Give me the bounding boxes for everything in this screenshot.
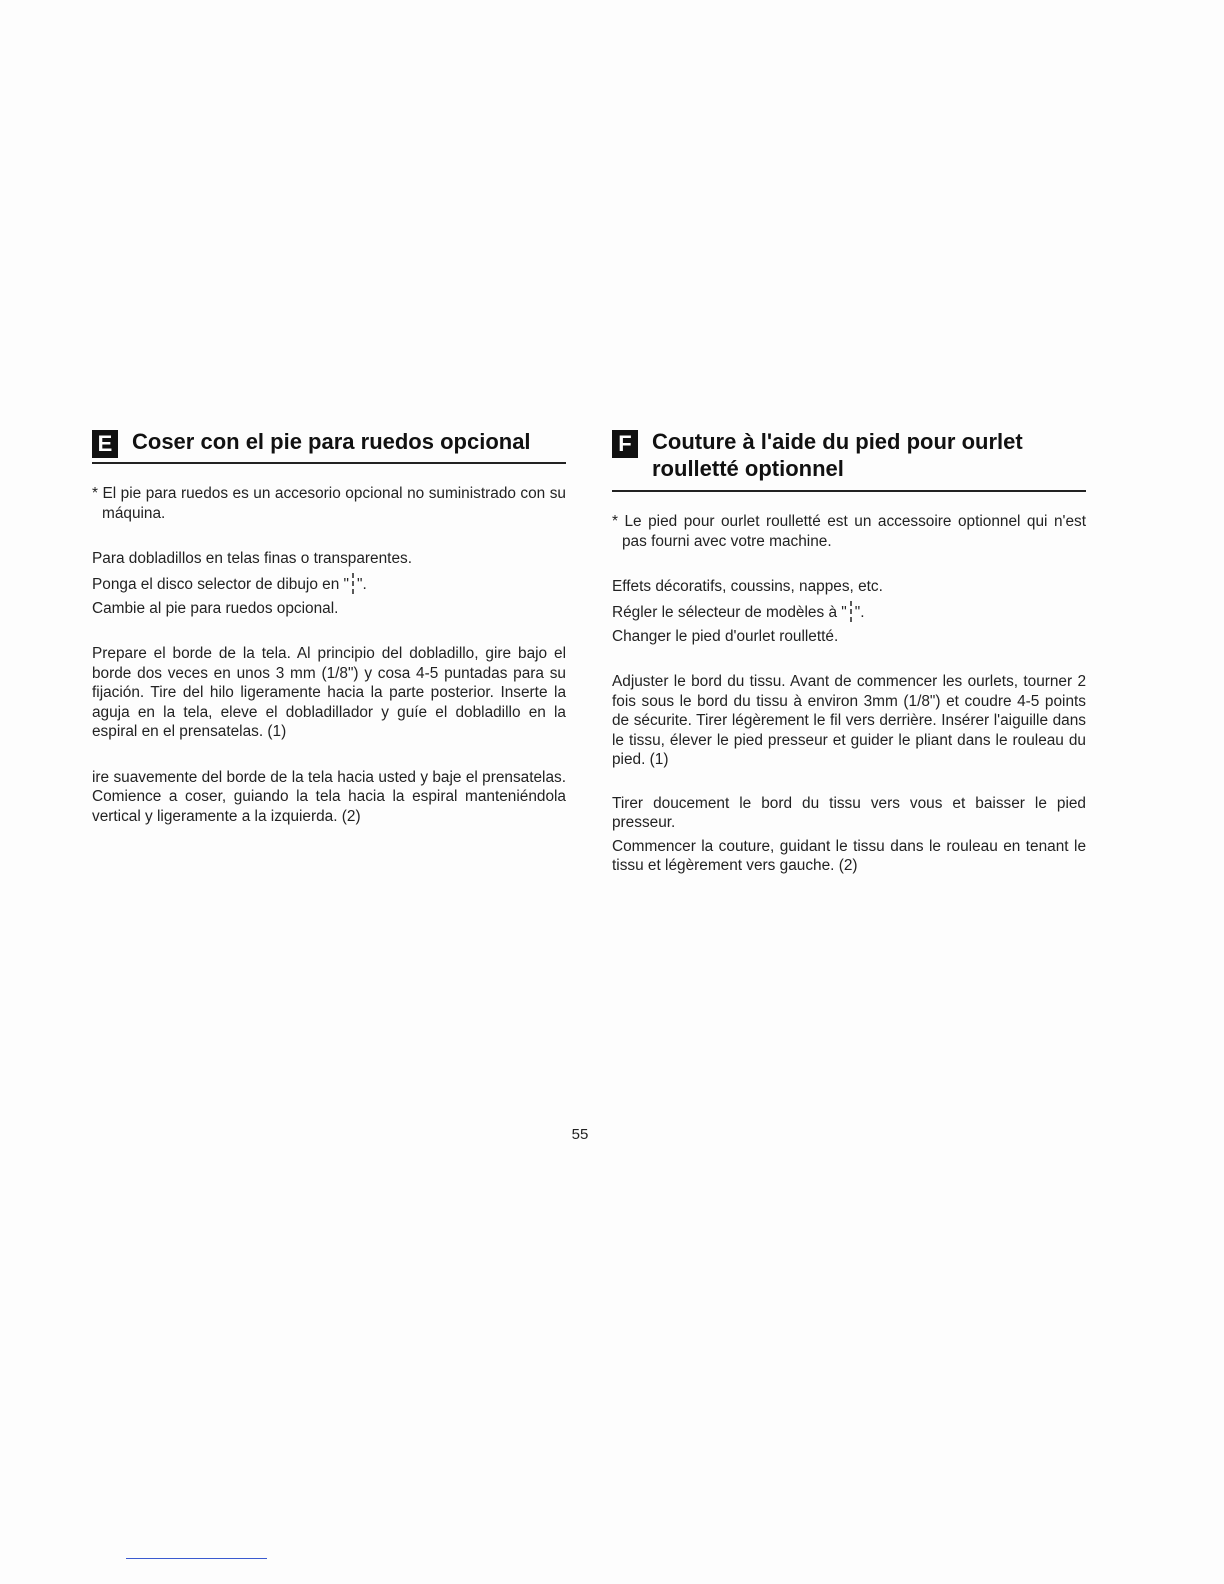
language-badge-f: F: [612, 430, 638, 458]
pattern-selector-instruction: [612, 601, 1086, 623]
accessory-note: * El pie para ruedos es un accesorio opcional no suministrado con su máquina.: [92, 485, 566, 522]
sewing-paragraph-continued: Commencer la couture, guidant le tissu dans le rouleau en tenant le tissu et légèrement vers gauche. (2): [612, 837, 1086, 874]
selector-text-end: ".: [357, 575, 367, 593]
language-badge-e: E: [92, 430, 118, 458]
settings-block: [612, 577, 1086, 646]
selector-text: Régler le sélecteur de modèles à ": [612, 603, 847, 621]
straight-stitch-icon: [351, 573, 355, 595]
sewing-paragraph-group: [612, 794, 1086, 876]
intro-text: Para dobladillos en telas finas o transparentes.: [92, 550, 412, 567]
pattern-selector-instruction: [92, 573, 566, 595]
sewing-paragraph: Tirer doucement le bord du tissu vers vous et baisser le pied presseur.: [612, 794, 1086, 831]
spanish-heading: [92, 428, 566, 464]
accessory-note: * Le pied pour ourlet roulletté est un accessoire optionnel qui n'est pas fourni avec votre machine.: [612, 513, 1086, 550]
footer-rule: [126, 1558, 267, 1559]
preparation-paragraph: Adjuster le bord du tissu. Avant de commencer les ourlets, tourner 2 fois sous le bord du tissu à environ 3mm (1/8") et coudre 4-5 points de sécurite. Tirer légèrement le fil vers derrière. Insérer l'aiguille dans le tissu, élever le pied presseur et guider le pliant dans le rouleau du pied. (1): [612, 673, 1086, 768]
spanish-section: [92, 428, 566, 826]
french-section: [612, 428, 1086, 876]
settings-block: [92, 549, 566, 618]
foot-change-text: Changer le pied d'ourlet roulletté.: [612, 627, 839, 645]
selector-text-end: ".: [854, 603, 865, 621]
intro-text: Effets décoratifs, coussins, nappes, etc.: [612, 578, 883, 595]
french-heading: [612, 428, 1086, 492]
page-number: 55: [571, 1126, 589, 1143]
selector-text: Ponga el disco selector de dibujo en ": [92, 575, 350, 593]
straight-stitch-icon: [849, 601, 853, 623]
sewing-paragraph: ire suavemente del borde de la tela hacia usted y baje el prensatelas. Comience a coser, guiando la tela hacia la espiral manteniéndola vertical y ligeramente a la izquierda. (2): [92, 768, 566, 825]
foot-change-text: Cambie al pie para ruedos opcional.: [92, 599, 339, 617]
section-title: Couture à l'aide du pied pour ourlet roulletté optionnel: [652, 429, 1023, 481]
section-title: Coser con el pie para ruedos opcional: [132, 429, 531, 454]
preparation-paragraph: Prepare el borde de la tela. Al principio del dobladillo, gire bajo el borde dos veces en unos 3 mm (1/8") y cosa 4-5 puntadas para su fijación. Tire del hilo ligeramente hacia la parte posterior. Inserte la aguja en la tela, eleve el dobladillador y guíe el dobladillo en la espiral en el prensatelas. (1): [92, 645, 566, 740]
